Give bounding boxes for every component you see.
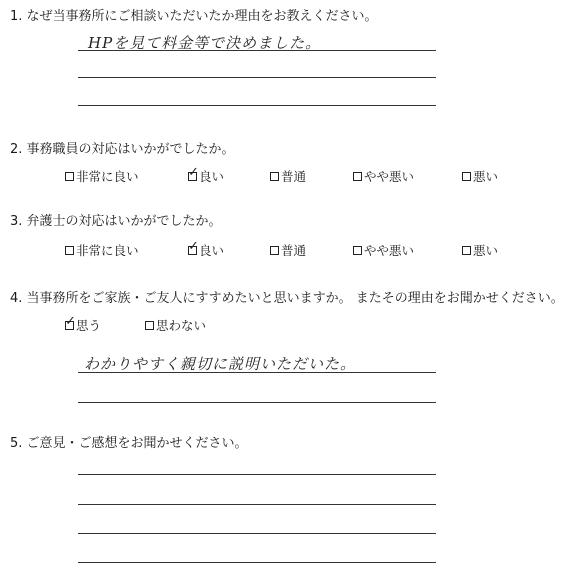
checkbox-checked-icon[interactable] (188, 238, 199, 255)
q2-option-normal[interactable]: 普通 (270, 167, 306, 185)
checkbox-icon[interactable] (145, 321, 154, 330)
answer-5-line-2 (78, 504, 436, 505)
checkbox-icon[interactable] (65, 246, 74, 255)
q2-option-bad[interactable]: 悪い (462, 167, 498, 185)
checkbox-checked-icon[interactable] (188, 164, 199, 181)
q2-option-very-good[interactable]: 非常に良い (65, 167, 139, 185)
answer-4-line-1 (78, 372, 436, 373)
question-5: 5. ご意見・ご感想をお聞かせください。 (10, 436, 248, 451)
q3-option-normal[interactable]: 普通 (270, 241, 306, 259)
question-2: 2. 事務職員の対応はいかがでしたか。 (10, 142, 235, 157)
answer-5-line-4 (78, 562, 436, 563)
q4-option-no[interactable]: 思わない (145, 316, 206, 334)
checkbox-icon[interactable] (353, 172, 362, 181)
checkbox-icon[interactable] (353, 246, 362, 255)
answer-1-handwriting: HPを見て料金等で決めました。 (88, 34, 322, 52)
checkbox-icon[interactable] (462, 172, 471, 181)
q3-option-somewhat-bad[interactable]: やや悪い (353, 241, 414, 259)
checkbox-icon[interactable] (65, 172, 74, 181)
q3-option-bad[interactable]: 悪い (462, 241, 498, 259)
q3-option-very-good[interactable]: 非常に良い (65, 241, 139, 259)
question-3: 3. 弁護士の対応はいかがでしたか。 (10, 214, 222, 229)
answer-5-line-1 (78, 474, 436, 475)
check-mark-icon: ✓ (188, 238, 199, 254)
checkbox-icon[interactable] (270, 172, 279, 181)
answer-1-line-1 (78, 50, 436, 51)
checkbox-checked-icon[interactable] (65, 313, 76, 330)
checkbox-icon[interactable] (462, 246, 471, 255)
question-4: 4. 当事務所をご家族・ご友人にすすめたいと思いますか。 またその理由をお聞かせください。 (10, 291, 564, 306)
q2-option-good[interactable]: ✓ 良い (188, 164, 225, 184)
answer-4-line-2 (78, 402, 436, 403)
check-mark-icon: ✓ (65, 313, 76, 329)
answer-4-handwriting: わかりやすく親切に説明いただいた。 (84, 355, 357, 373)
q4-option-yes[interactable]: ✓ 思う (65, 313, 102, 333)
q3-option-good[interactable]: ✓ 良い (188, 238, 225, 258)
question-1: 1. なぜ当事務所にご相談いただいたか理由をお教えください。 (10, 9, 378, 24)
answer-1-line-3 (78, 105, 436, 106)
answer-1-line-2 (78, 77, 436, 78)
answer-5-line-3 (78, 533, 436, 534)
checkbox-icon[interactable] (270, 246, 279, 255)
check-mark-icon: ✓ (188, 164, 199, 180)
q2-option-somewhat-bad[interactable]: やや悪い (353, 167, 414, 185)
